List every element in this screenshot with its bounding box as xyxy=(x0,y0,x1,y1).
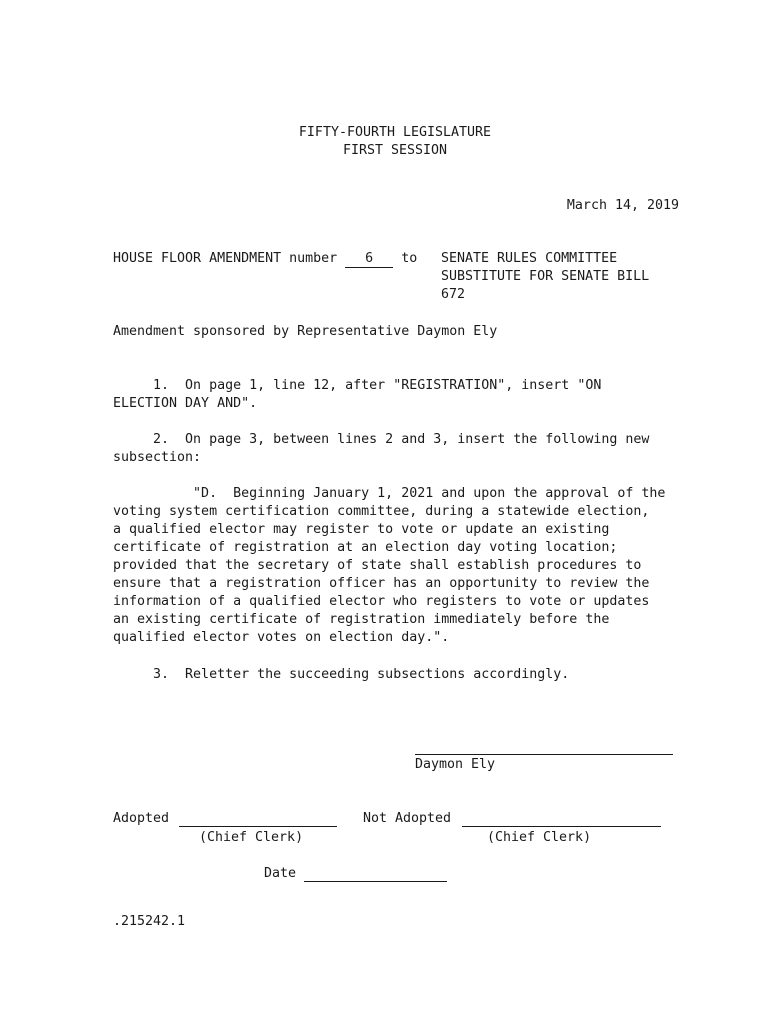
quote-line-2: voting system certification committee, during a statewide election, xyxy=(113,504,650,519)
adopted-clerk-line xyxy=(179,826,337,827)
amendment-number: 6 xyxy=(345,251,393,268)
item-3: 3. Reletter the succeeding subsections accordingly. xyxy=(113,667,570,682)
quote-line-6: ensure that a registration officer has an opportunity to review the xyxy=(113,576,650,591)
date-line xyxy=(304,881,447,882)
adopted-label: Adopted xyxy=(113,811,170,826)
adopted-clerk-label: (Chief Clerk) xyxy=(199,830,304,845)
quote-line-3: a qualified elector may register to vote or update an existing xyxy=(113,522,610,537)
sponsor-line: Amendment sponsored by Representative Daymon Ely xyxy=(113,324,498,339)
document-code: .215242.1 xyxy=(113,914,186,929)
not-adopted-clerk-line xyxy=(462,826,661,827)
item-2-line-2: subsection: xyxy=(113,450,202,465)
amendment-target-line-3: 672 xyxy=(441,287,466,302)
signature-name: Daymon Ely xyxy=(415,757,496,772)
amendment-to-word: to xyxy=(401,251,418,266)
quote-line-5: provided that the secretary of state shall establish procedures to xyxy=(113,558,642,573)
item-2-line-1: 2. On page 3, between lines 2 and 3, insert the following new xyxy=(113,432,650,447)
document-date: March 14, 2019 xyxy=(566,198,679,213)
quote-line-9: qualified elector votes on election day.". xyxy=(113,630,450,645)
quote-line-8: an existing certificate of registration immediately before the xyxy=(113,612,610,627)
quote-line-4: certificate of registration at an election day voting location; xyxy=(113,540,618,555)
legislature-heading: FIFTY-FOURTH LEGISLATURE xyxy=(298,125,492,140)
not-adopted-label: Not Adopted xyxy=(363,811,452,826)
quote-line-7: information of a qualified elector who registers to vote or updates xyxy=(113,594,650,609)
amendment-target-line-1: SENATE RULES COMMITTEE xyxy=(441,251,618,266)
signature-line xyxy=(415,754,673,755)
session-heading: FIRST SESSION xyxy=(342,143,448,158)
item-1-line-1: 1. On page 1, line 12, after "REGISTRATION", insert "ON xyxy=(113,378,602,393)
item-1-line-2: ELECTION DAY AND". xyxy=(113,396,258,411)
quote-line-1: "D. Beginning January 1, 2021 and upon the approval of the xyxy=(113,486,666,501)
amendment-prefix: HOUSE FLOOR AMENDMENT number xyxy=(113,251,338,266)
date-label: Date xyxy=(264,866,297,881)
amendment-target-line-2: SUBSTITUTE FOR SENATE BILL xyxy=(441,269,650,284)
not-adopted-clerk-label: (Chief Clerk) xyxy=(487,830,592,845)
amendment-title xyxy=(113,250,417,268)
